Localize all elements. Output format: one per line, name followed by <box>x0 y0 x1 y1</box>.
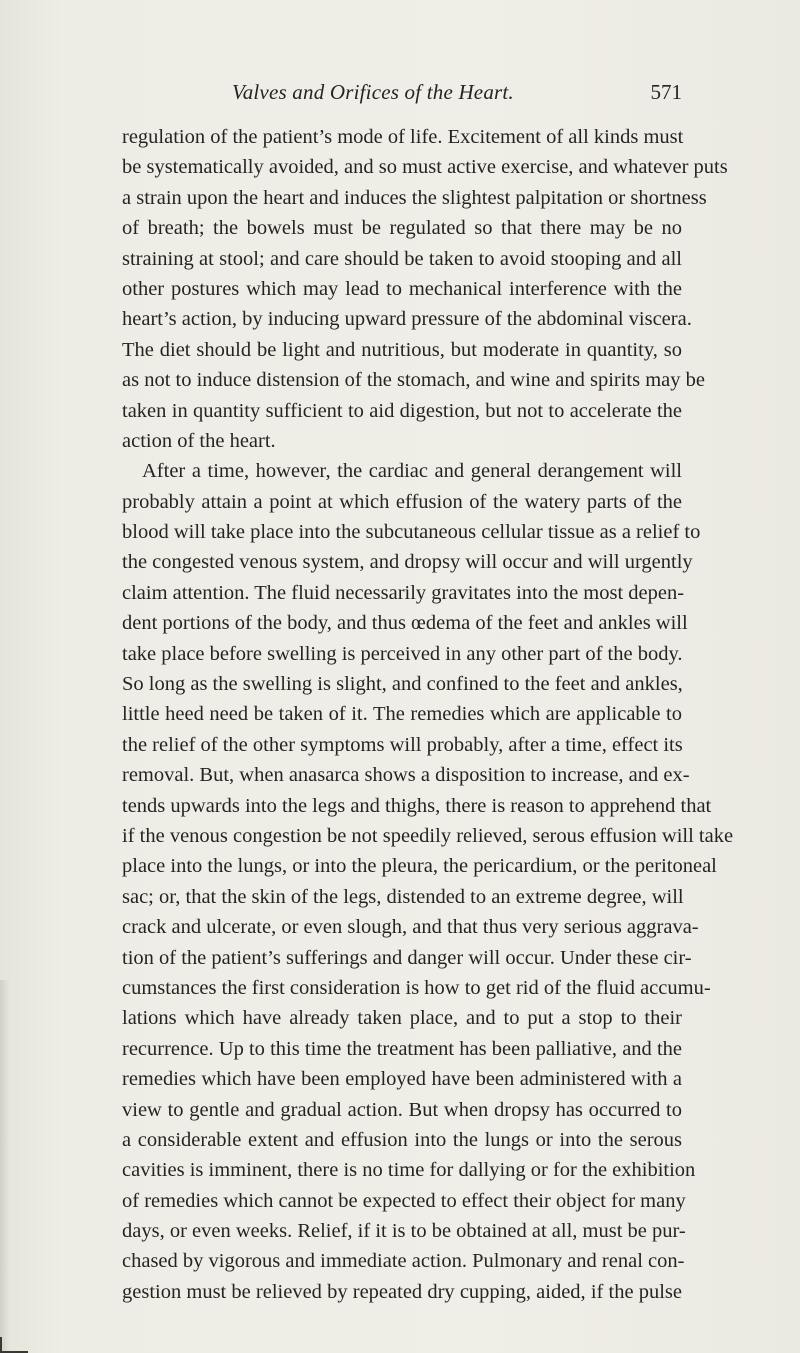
text-line: a strain upon the heart and induces the slightest palpitation or shortness <box>122 186 707 209</box>
body-text <box>122 122 734 1307</box>
text-line: heart’s action, by inducing upward pressure of the abdominal viscera. <box>122 308 692 331</box>
text-line: tion of the patient’s sufferings and danger will occur. Under these cir- <box>122 946 692 969</box>
text-line: cavities is imminent, there is no time for dallying or for the exhibition <box>122 1159 696 1182</box>
text-line: gestion must be relieved by repeated dry cupping, aided, if the pulse <box>122 1280 682 1303</box>
text-line: After a time, however, the cardiac and general derangement will <box>142 460 682 483</box>
text-line: place into the lungs, or into the pleura, the pericardium, or the peritoneal <box>122 855 717 878</box>
text-line: So long as the swelling is slight, and confined to the feet and ankles, <box>122 673 683 696</box>
text-line: tends upwards into the legs and thighs, there is reason to apprehend that <box>122 794 712 817</box>
text-line: recurrence. Up to this time the treatment has been palliative, and the <box>122 1037 682 1060</box>
page-header <box>232 80 682 116</box>
text-line: action of the heart. <box>122 429 276 452</box>
text-line: days, or even weeks. Relief, if it is to be obtained at all, must be pur- <box>122 1220 686 1243</box>
text-line: removal. But, when anasarca shows a disposition to increase, and ex- <box>122 764 690 787</box>
text-line: cumstances the first consideration is how to get rid of the fluid accumu- <box>122 976 711 999</box>
text-line: take place before swelling is perceived in any other part of the body. <box>122 642 683 665</box>
text-line: chased by vigorous and immediate action. Pulmonary and renal con- <box>122 1250 685 1273</box>
text-line: little heed need be taken of it. The remedies which are applicable to <box>122 703 682 726</box>
text-line: blood will take place into the subcutaneous cellular tissue as a relief to <box>122 521 701 544</box>
text-line: a considerable extent and effusion into the lungs or into the serous <box>122 1128 682 1151</box>
text-line: claim attention. The fluid necessarily gravitates into the most depen- <box>122 581 685 604</box>
running-title: Valves and Orifices of the Heart. <box>232 80 514 104</box>
page-number: 571 <box>650 80 682 104</box>
text-line: the relief of the other symptoms will probably, after a time, effect its <box>122 733 683 756</box>
text-line: be systematically avoided, and so must active exercise, and whatever puts <box>122 156 728 179</box>
text-line: sac; or, that the skin of the legs, distended to an extreme degree, will <box>122 885 684 908</box>
text-line: other postures which may lead to mechanical interference with the <box>122 277 682 300</box>
text-line: probably attain a point at which effusion of the watery parts of the <box>122 490 682 513</box>
text-line: dent portions of the body, and thus œdema of the feet and ankles will <box>122 612 688 635</box>
text-line: view to gentle and gradual action. But when dropsy has occurred to <box>122 1098 682 1121</box>
text-line: the congested venous system, and dropsy will occur and will urgently <box>122 551 693 574</box>
text-line: remedies which have been employed have been administered with a <box>122 1068 682 1091</box>
text-line: taken in quantity sufficient to aid digestion, but not to accelerate the <box>122 399 682 422</box>
text-line: crack and ulcerate, or even slough, and that thus very serious aggrava- <box>122 916 699 939</box>
page-corner-mark <box>0 1337 28 1353</box>
text-line: of breath; the bowels must be regulated so that there may be no <box>122 217 682 240</box>
text-line: if the venous congestion be not speedily relieved, serous effusion will take <box>122 824 734 847</box>
text-line: The diet should be light and nutritious, but moderate in quantity, so <box>122 338 682 361</box>
text-line: straining at stool; and care should be taken to avoid stooping and all <box>122 247 682 270</box>
text-line: lations which have already taken place, and to put a stop to their <box>122 1007 682 1030</box>
page-edge-shadow <box>0 980 10 1353</box>
text-line: as not to induce distension of the stomach, and wine and spirits may be <box>122 369 705 392</box>
text-line: regulation of the patient’s mode of life. Excitement of all kinds must <box>122 126 684 148</box>
text-line: of remedies which cannot be expected to effect their object for many <box>122 1189 686 1212</box>
